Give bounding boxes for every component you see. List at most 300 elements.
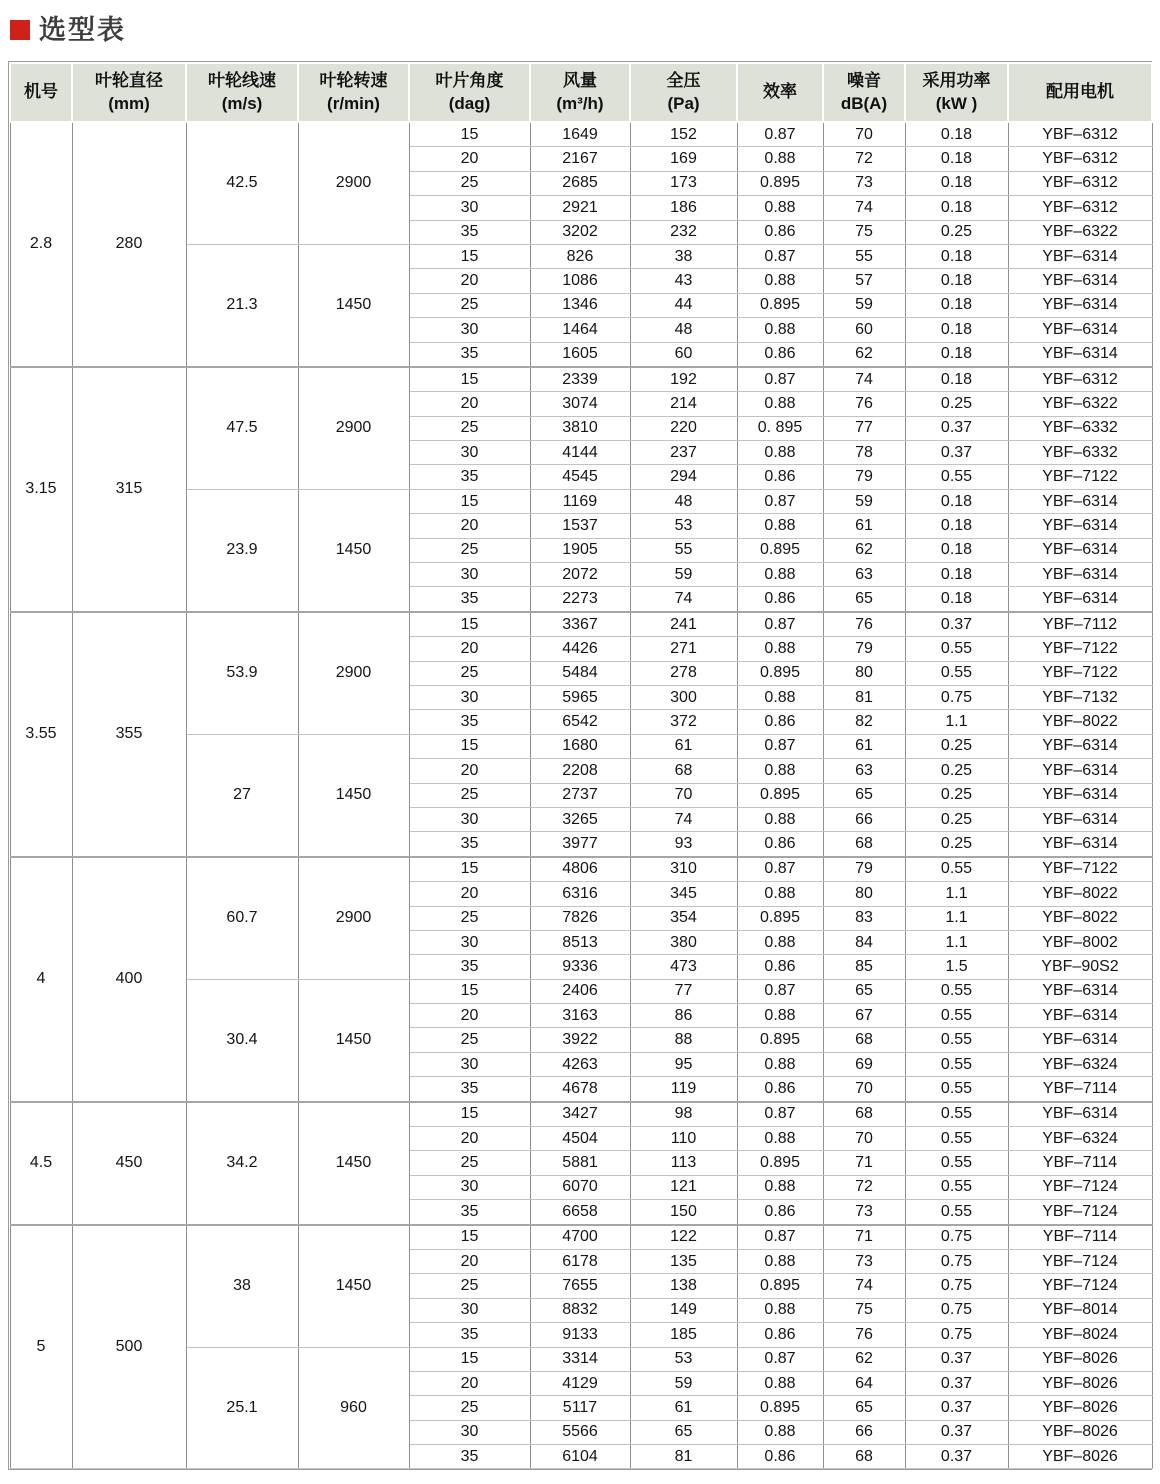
- tip-speed-cell: 38: [186, 1225, 298, 1347]
- angle-cell: 30: [409, 1052, 530, 1076]
- noise-cell: 59: [823, 293, 905, 317]
- airflow-cell: 3922: [530, 1028, 630, 1052]
- noise-cell: 70: [823, 1127, 905, 1151]
- efficiency-cell: 0.87: [737, 734, 823, 758]
- efficiency-cell: 0.87: [737, 979, 823, 1003]
- motor-cell: YBF–6314: [1008, 563, 1152, 587]
- pressure-cell: 68: [630, 759, 737, 783]
- motor-cell: YBF–8026: [1008, 1420, 1152, 1444]
- angle-cell: 15: [409, 489, 530, 513]
- noise-cell: 62: [823, 538, 905, 562]
- power-cell: 0.55: [905, 1077, 1008, 1102]
- noise-cell: 72: [823, 147, 905, 171]
- power-cell: 0.75: [905, 1249, 1008, 1273]
- power-cell: 0.75: [905, 1323, 1008, 1347]
- efficiency-cell: 0.895: [737, 661, 823, 685]
- motor-cell: YBF–8024: [1008, 1323, 1152, 1347]
- pressure-cell: 53: [630, 1347, 737, 1371]
- tip-speed-cell: 42.5: [186, 122, 298, 244]
- airflow-cell: 3265: [530, 807, 630, 831]
- power-cell: 1.1: [905, 930, 1008, 954]
- angle-cell: 35: [409, 832, 530, 857]
- angle-cell: 30: [409, 1298, 530, 1322]
- angle-cell: 20: [409, 514, 530, 538]
- pressure-cell: 113: [630, 1151, 737, 1175]
- power-cell: 0.18: [905, 147, 1008, 171]
- noise-cell: 65: [823, 1396, 905, 1420]
- airflow-cell: 1464: [530, 318, 630, 342]
- angle-cell: 15: [409, 857, 530, 882]
- power-cell: 0.75: [905, 1298, 1008, 1322]
- efficiency-cell: 0.86: [737, 220, 823, 244]
- airflow-cell: 9336: [530, 955, 630, 979]
- efficiency-cell: 0.88: [737, 1371, 823, 1395]
- rpm-cell: 1450: [298, 979, 409, 1101]
- airflow-cell: 5566: [530, 1420, 630, 1444]
- noise-cell: 63: [823, 759, 905, 783]
- efficiency-cell: 0.88: [737, 514, 823, 538]
- power-cell: 0.25: [905, 392, 1008, 416]
- angle-cell: 30: [409, 1420, 530, 1444]
- motor-cell: YBF–8022: [1008, 882, 1152, 906]
- power-cell: 0.25: [905, 832, 1008, 857]
- power-cell: 0.55: [905, 1151, 1008, 1175]
- pressure-cell: 110: [630, 1127, 737, 1151]
- model-cell: 3.15: [10, 367, 72, 612]
- efficiency-cell: 0.86: [737, 832, 823, 857]
- model-cell: 2.8: [10, 122, 72, 367]
- airflow-cell: 4504: [530, 1127, 630, 1151]
- angle-cell: 30: [409, 318, 530, 342]
- power-cell: 0.55: [905, 1200, 1008, 1225]
- power-cell: 0.55: [905, 465, 1008, 489]
- efficiency-cell: 0.87: [737, 1102, 823, 1127]
- motor-cell: YBF–6332: [1008, 441, 1152, 465]
- power-cell: 0.37: [905, 1445, 1008, 1469]
- rpm-cell: 2900: [298, 612, 409, 734]
- airflow-cell: 1649: [530, 122, 630, 147]
- airflow-cell: 6104: [530, 1445, 630, 1469]
- pressure-cell: 152: [630, 122, 737, 147]
- efficiency-cell: 0.88: [737, 1052, 823, 1076]
- angle-cell: 25: [409, 906, 530, 930]
- pressure-cell: 65: [630, 1420, 737, 1444]
- airflow-cell: 4129: [530, 1371, 630, 1395]
- model-cell: 4: [10, 857, 72, 1102]
- pressure-cell: 300: [630, 685, 737, 709]
- noise-cell: 73: [823, 1249, 905, 1273]
- power-cell: 0.55: [905, 637, 1008, 661]
- motor-cell: YBF–8014: [1008, 1298, 1152, 1322]
- efficiency-cell: 0.895: [737, 906, 823, 930]
- red-square-icon: [10, 20, 30, 40]
- power-cell: 0.18: [905, 244, 1008, 268]
- airflow-cell: 8513: [530, 930, 630, 954]
- noise-cell: 74: [823, 1274, 905, 1298]
- angle-cell: 35: [409, 1077, 530, 1102]
- motor-cell: YBF–8026: [1008, 1371, 1152, 1395]
- noise-cell: 78: [823, 441, 905, 465]
- motor-cell: YBF–6314: [1008, 538, 1152, 562]
- pressure-cell: 59: [630, 563, 737, 587]
- airflow-cell: 4806: [530, 857, 630, 882]
- noise-cell: 59: [823, 489, 905, 513]
- motor-cell: YBF–7124: [1008, 1249, 1152, 1273]
- noise-cell: 80: [823, 882, 905, 906]
- column-header-7: 效率: [737, 63, 823, 122]
- angle-cell: 30: [409, 807, 530, 831]
- airflow-cell: 3314: [530, 1347, 630, 1371]
- pressure-cell: 74: [630, 587, 737, 612]
- power-cell: 0.18: [905, 293, 1008, 317]
- noise-cell: 64: [823, 1371, 905, 1395]
- power-cell: 0.37: [905, 1396, 1008, 1420]
- motor-cell: YBF–7124: [1008, 1274, 1152, 1298]
- airflow-cell: 6542: [530, 710, 630, 734]
- efficiency-cell: 0.86: [737, 1323, 823, 1347]
- power-cell: 0.37: [905, 612, 1008, 637]
- tip-speed-cell: 25.1: [186, 1347, 298, 1469]
- angle-cell: 15: [409, 612, 530, 637]
- airflow-cell: 3163: [530, 1004, 630, 1028]
- noise-cell: 80: [823, 661, 905, 685]
- power-cell: 0.37: [905, 441, 1008, 465]
- efficiency-cell: 0.86: [737, 1445, 823, 1469]
- pressure-cell: 77: [630, 979, 737, 1003]
- power-cell: 0.25: [905, 807, 1008, 831]
- column-header-2: 叶轮线速 (m/s): [186, 63, 298, 122]
- airflow-cell: 6316: [530, 882, 630, 906]
- airflow-cell: 2273: [530, 587, 630, 612]
- noise-cell: 61: [823, 734, 905, 758]
- column-header-6: 全压 (Pa): [630, 63, 737, 122]
- pressure-cell: 372: [630, 710, 737, 734]
- motor-cell: YBF–8002: [1008, 930, 1152, 954]
- efficiency-cell: 0.87: [737, 489, 823, 513]
- model-cell: 5: [10, 1225, 72, 1469]
- header-row: [10, 63, 1152, 122]
- power-cell: 0.18: [905, 122, 1008, 147]
- angle-cell: 15: [409, 979, 530, 1003]
- pressure-cell: 48: [630, 489, 737, 513]
- angle-cell: 25: [409, 293, 530, 317]
- tip-speed-cell: 30.4: [186, 979, 298, 1101]
- angle-cell: 20: [409, 147, 530, 171]
- angle-cell: 15: [409, 244, 530, 268]
- motor-cell: YBF–7122: [1008, 857, 1152, 882]
- power-cell: 0.75: [905, 1274, 1008, 1298]
- airflow-cell: 1680: [530, 734, 630, 758]
- airflow-cell: 826: [530, 244, 630, 268]
- motor-cell: YBF–6324: [1008, 1052, 1152, 1076]
- pressure-cell: 138: [630, 1274, 737, 1298]
- airflow-cell: 7655: [530, 1274, 630, 1298]
- airflow-cell: 2208: [530, 759, 630, 783]
- model-cell: 4.5: [10, 1102, 72, 1225]
- table-row: [10, 612, 1152, 637]
- pressure-cell: 354: [630, 906, 737, 930]
- motor-cell: YBF–7114: [1008, 1225, 1152, 1250]
- angle-cell: 20: [409, 269, 530, 293]
- motor-cell: YBF–6314: [1008, 759, 1152, 783]
- motor-cell: YBF–6314: [1008, 979, 1152, 1003]
- motor-cell: YBF–7114: [1008, 1077, 1152, 1102]
- rpm-cell: 1450: [298, 244, 409, 366]
- power-cell: 0.18: [905, 196, 1008, 220]
- diameter-cell: 315: [72, 367, 186, 612]
- pressure-cell: 241: [630, 612, 737, 637]
- efficiency-cell: 0.88: [737, 563, 823, 587]
- noise-cell: 76: [823, 392, 905, 416]
- efficiency-cell: 0.86: [737, 710, 823, 734]
- column-header-9: 采用功率 (kW ): [905, 63, 1008, 122]
- pressure-cell: 74: [630, 807, 737, 831]
- pressure-cell: 98: [630, 1102, 737, 1127]
- angle-cell: 30: [409, 441, 530, 465]
- airflow-cell: 3977: [530, 832, 630, 857]
- airflow-cell: 3202: [530, 220, 630, 244]
- noise-cell: 63: [823, 563, 905, 587]
- tip-speed-cell: 60.7: [186, 857, 298, 979]
- noise-cell: 75: [823, 1298, 905, 1322]
- efficiency-cell: 0.88: [737, 1298, 823, 1322]
- airflow-cell: 5881: [530, 1151, 630, 1175]
- efficiency-cell: 0.87: [737, 244, 823, 268]
- noise-cell: 79: [823, 465, 905, 489]
- power-cell: 0.18: [905, 563, 1008, 587]
- noise-cell: 82: [823, 710, 905, 734]
- noise-cell: 55: [823, 244, 905, 268]
- pressure-cell: 185: [630, 1323, 737, 1347]
- efficiency-cell: 0.87: [737, 367, 823, 392]
- airflow-cell: 5484: [530, 661, 630, 685]
- angle-cell: 25: [409, 538, 530, 562]
- airflow-cell: 2339: [530, 367, 630, 392]
- angle-cell: 25: [409, 171, 530, 195]
- tip-speed-cell: 21.3: [186, 244, 298, 366]
- pressure-cell: 119: [630, 1077, 737, 1102]
- noise-cell: 68: [823, 1102, 905, 1127]
- airflow-cell: 3074: [530, 392, 630, 416]
- efficiency-cell: 0.88: [737, 882, 823, 906]
- pressure-cell: 237: [630, 441, 737, 465]
- power-cell: 0.25: [905, 759, 1008, 783]
- efficiency-cell: 0.87: [737, 857, 823, 882]
- motor-cell: YBF–6312: [1008, 367, 1152, 392]
- pressure-cell: 169: [630, 147, 737, 171]
- noise-cell: 60: [823, 318, 905, 342]
- noise-cell: 73: [823, 1200, 905, 1225]
- airflow-cell: 8832: [530, 1298, 630, 1322]
- noise-cell: 84: [823, 930, 905, 954]
- efficiency-cell: 0.895: [737, 538, 823, 562]
- pressure-cell: 192: [630, 367, 737, 392]
- angle-cell: 30: [409, 930, 530, 954]
- noise-cell: 65: [823, 979, 905, 1003]
- efficiency-cell: 0.88: [737, 1004, 823, 1028]
- airflow-cell: 2167: [530, 147, 630, 171]
- rpm-cell: 1450: [298, 1225, 409, 1347]
- power-cell: 0.18: [905, 489, 1008, 513]
- diameter-cell: 355: [72, 612, 186, 857]
- column-header-4: 叶片角度 (dag): [409, 63, 530, 122]
- pressure-cell: 55: [630, 538, 737, 562]
- noise-cell: 81: [823, 685, 905, 709]
- noise-cell: 68: [823, 1028, 905, 1052]
- power-cell: 0.55: [905, 1175, 1008, 1199]
- rpm-cell: 1450: [298, 734, 409, 856]
- angle-cell: 25: [409, 1274, 530, 1298]
- noise-cell: 72: [823, 1175, 905, 1199]
- airflow-cell: 9133: [530, 1323, 630, 1347]
- diameter-cell: 450: [72, 1102, 186, 1225]
- noise-cell: 69: [823, 1052, 905, 1076]
- noise-cell: 83: [823, 906, 905, 930]
- airflow-cell: 2921: [530, 196, 630, 220]
- noise-cell: 65: [823, 587, 905, 612]
- motor-cell: YBF–6314: [1008, 1102, 1152, 1127]
- diameter-cell: 500: [72, 1225, 186, 1469]
- rpm-cell: 2900: [298, 122, 409, 244]
- pressure-cell: 380: [630, 930, 737, 954]
- motor-cell: YBF–6312: [1008, 147, 1152, 171]
- noise-cell: 68: [823, 832, 905, 857]
- noise-cell: 74: [823, 367, 905, 392]
- airflow-cell: 3367: [530, 612, 630, 637]
- efficiency-cell: 0.88: [737, 1420, 823, 1444]
- airflow-cell: 1169: [530, 489, 630, 513]
- efficiency-cell: 0.895: [737, 783, 823, 807]
- angle-cell: 35: [409, 220, 530, 244]
- diameter-cell: 400: [72, 857, 186, 1102]
- pressure-cell: 232: [630, 220, 737, 244]
- motor-cell: YBF–90S2: [1008, 955, 1152, 979]
- noise-cell: 79: [823, 637, 905, 661]
- power-cell: 0.25: [905, 734, 1008, 758]
- motor-cell: YBF–6314: [1008, 269, 1152, 293]
- angle-cell: 20: [409, 759, 530, 783]
- power-cell: 0.18: [905, 269, 1008, 293]
- efficiency-cell: 0.88: [737, 807, 823, 831]
- angle-cell: 35: [409, 955, 530, 979]
- efficiency-cell: 0.88: [737, 759, 823, 783]
- power-cell: 0.37: [905, 416, 1008, 440]
- tip-speed-cell: 34.2: [186, 1102, 298, 1225]
- efficiency-cell: 0.88: [737, 269, 823, 293]
- power-cell: 0.75: [905, 685, 1008, 709]
- airflow-cell: 1605: [530, 342, 630, 367]
- pressure-cell: 59: [630, 1371, 737, 1395]
- airflow-cell: 6070: [530, 1175, 630, 1199]
- power-cell: 0.55: [905, 1127, 1008, 1151]
- efficiency-cell: 0.88: [737, 318, 823, 342]
- power-cell: 0.18: [905, 318, 1008, 342]
- power-cell: 0.55: [905, 661, 1008, 685]
- tip-speed-cell: 47.5: [186, 367, 298, 489]
- angle-cell: 25: [409, 1396, 530, 1420]
- motor-cell: YBF–7124: [1008, 1200, 1152, 1225]
- pressure-cell: 150: [630, 1200, 737, 1225]
- power-cell: 0.55: [905, 1102, 1008, 1127]
- motor-cell: YBF–6314: [1008, 807, 1152, 831]
- motor-cell: YBF–6314: [1008, 587, 1152, 612]
- motor-cell: YBF–6314: [1008, 1004, 1152, 1028]
- motor-cell: YBF–8022: [1008, 906, 1152, 930]
- airflow-cell: 3427: [530, 1102, 630, 1127]
- motor-cell: YBF–6314: [1008, 734, 1152, 758]
- motor-cell: YBF–6322: [1008, 220, 1152, 244]
- airflow-cell: 1905: [530, 538, 630, 562]
- efficiency-cell: 0.86: [737, 342, 823, 367]
- airflow-cell: 4144: [530, 441, 630, 465]
- angle-cell: 15: [409, 367, 530, 392]
- efficiency-cell: 0.88: [737, 1127, 823, 1151]
- efficiency-cell: 0.895: [737, 1274, 823, 1298]
- motor-cell: YBF–6312: [1008, 196, 1152, 220]
- power-cell: 0.18: [905, 587, 1008, 612]
- angle-cell: 30: [409, 563, 530, 587]
- efficiency-cell: 0.87: [737, 122, 823, 147]
- selection-table: [9, 62, 1153, 1469]
- noise-cell: 70: [823, 1077, 905, 1102]
- column-header-5: 风量 (m³/h): [530, 63, 630, 122]
- angle-cell: 35: [409, 342, 530, 367]
- column-header-1: 叶轮直径 (mm): [72, 63, 186, 122]
- motor-cell: YBF–6312: [1008, 171, 1152, 195]
- pressure-cell: 86: [630, 1004, 737, 1028]
- pressure-cell: 95: [630, 1052, 737, 1076]
- efficiency-cell: 0.88: [737, 147, 823, 171]
- airflow-cell: 2685: [530, 171, 630, 195]
- noise-cell: 70: [823, 122, 905, 147]
- noise-cell: 57: [823, 269, 905, 293]
- airflow-cell: 3810: [530, 416, 630, 440]
- power-cell: 0.25: [905, 783, 1008, 807]
- angle-cell: 15: [409, 1347, 530, 1371]
- noise-cell: 71: [823, 1225, 905, 1250]
- motor-cell: YBF–7112: [1008, 612, 1152, 637]
- pressure-cell: 122: [630, 1225, 737, 1250]
- rpm-cell: 1450: [298, 489, 409, 611]
- airflow-cell: 4545: [530, 465, 630, 489]
- efficiency-cell: 0.895: [737, 1396, 823, 1420]
- pressure-cell: 48: [630, 318, 737, 342]
- motor-cell: YBF–8026: [1008, 1445, 1152, 1469]
- angle-cell: 35: [409, 465, 530, 489]
- pressure-cell: 93: [630, 832, 737, 857]
- angle-cell: 30: [409, 1175, 530, 1199]
- airflow-cell: 4700: [530, 1225, 630, 1250]
- pressure-cell: 473: [630, 955, 737, 979]
- page-title-text: 选型表: [39, 14, 126, 45]
- column-header-8: 噪音 dB(A): [823, 63, 905, 122]
- airflow-cell: 6658: [530, 1200, 630, 1225]
- angle-cell: 20: [409, 1371, 530, 1395]
- airflow-cell: 5117: [530, 1396, 630, 1420]
- power-cell: 0.25: [905, 220, 1008, 244]
- motor-cell: YBF–7122: [1008, 661, 1152, 685]
- motor-cell: YBF–6314: [1008, 514, 1152, 538]
- motor-cell: YBF–6314: [1008, 318, 1152, 342]
- pressure-cell: 294: [630, 465, 737, 489]
- airflow-cell: 2406: [530, 979, 630, 1003]
- motor-cell: YBF–6314: [1008, 783, 1152, 807]
- efficiency-cell: 0.88: [737, 1249, 823, 1273]
- pressure-cell: 81: [630, 1445, 737, 1469]
- pressure-cell: 38: [630, 244, 737, 268]
- power-cell: 0.55: [905, 1004, 1008, 1028]
- diameter-cell: 280: [72, 122, 186, 367]
